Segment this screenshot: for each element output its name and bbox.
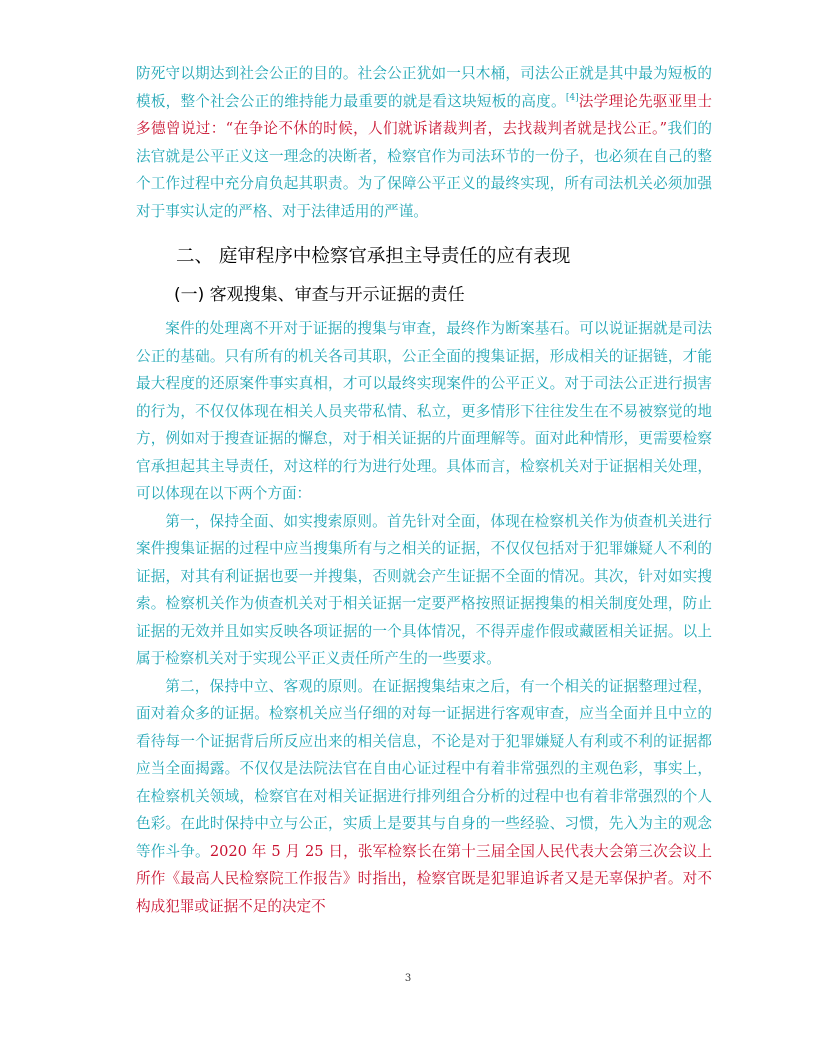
subsection-heading: (一) 客观搜集、审查与开示证据的责任 [174,285,465,305]
paragraph-4 [136,673,712,921]
section-heading: 二、 庭审程序中检察官承担主导责任的应有表现 [176,246,571,267]
paragraph-1-quote: 法学理论先驱亚里士多德曾说过：“在争论不休的时候，人们就诉诸裁判者，去找裁判者就是找公正。” [136,92,712,137]
paragraph-1-text-a: 防死守以期达到社会公正的目的。社会公正犹如一只木桶，司法公正就是其中最为短板的模板，整个社会公正的维持能力最重要的就是看这块短板的高度。 [136,65,712,110]
footnote-ref[interactable]: [4] [565,92,579,103]
document-body [136,60,712,920]
paragraph-2: 案件的处理离不开对于证据的搜集与审查，最终作为断案基石。可以说证据就是司法公正的基础。只有所有的机关各司其职，公正全面的搜集证据，形成相关的证据链，才能最大程度的还原案件事实真相，才可以最终实现案件的公平正义。对于司法公正进行损害的行为，不仅仅体现在相关人员夹带私情、私立，更多情形下往往发生在不易被察觉的地方，例如对于搜查证据的懈怠，对于相关证据的片面理解等。面对此种情形，更需要检察官承担起其主导责任，对这样的行为进行处理。具体而言，检察机关对于证据相关处理，可以体现在以下两个方面： [136,320,712,502]
page-number: 3 [404,973,412,984]
paragraph-3: 第一，保持全面、如实搜索原则。首先针对全面，体现在检察机关作为侦查机关进行案件搜集证据的过程中应当搜集所有与之相关的证据，不仅仅包括对于犯罪嫌疑人不利的证据，对其有利证据也要一并搜集，否则就会产生证据不全面的情况。其次，针对如实搜索。检察机关作为侦查机关对于相关证据一定要严格按照证据搜集的相关制度处理，防止证据的无效并且如实反映各项证据的一个具体情况，不得弄虚作假或藏匿相关证据。以上属于检察机关对于实现公平正义责任所产生的一些要求。 [136,512,712,667]
paragraph-4-quote: 2020 年 5 月 25 日，张军检察长在第十三届全国人民代表大会第三次会议上所作《最高人民检察院工作报告》时指出，检察官既是犯罪追诉者又是无辜保护者。对不构成犯罪或证据不足的决定不 [136,842,712,915]
paragraph-4-text: 第二，保持中立、客观的原则。在证据搜集结束之后，有一个相关的证据整理过程，面对着众多的证据。检察机关应当仔细的对每一证据进行客观审查，应当全面并且中立的看待每一个证据背后所反应出来的相关信息，不论是对于犯罪嫌疑人有利或不利的证据都应当全面揭露。不仅仅是法院法官在自由心证过程中有着非常强烈的主观色彩，事实上，在检察机关领域，检察官在对相关证据进行排列组合分析的过程中也有着非常强烈的个人色彩。在此时保持中立与公正，实质上是要其与自身的一些经验、习惯，先入为主的观念等作斗争。 [136,677,712,860]
paragraph-1-text-b: 我们的法官就是公平正义这一理念的决断者，检察官作为司法环节的一份子，也必须在自己的整个工作过程中充分肩负起其职责。为了保障公平正义的最终实现，所有司法机关必须加强对于事实认定的严格、对于法律适用的严谨。 [136,120,712,220]
paragraph-1 [136,60,712,225]
